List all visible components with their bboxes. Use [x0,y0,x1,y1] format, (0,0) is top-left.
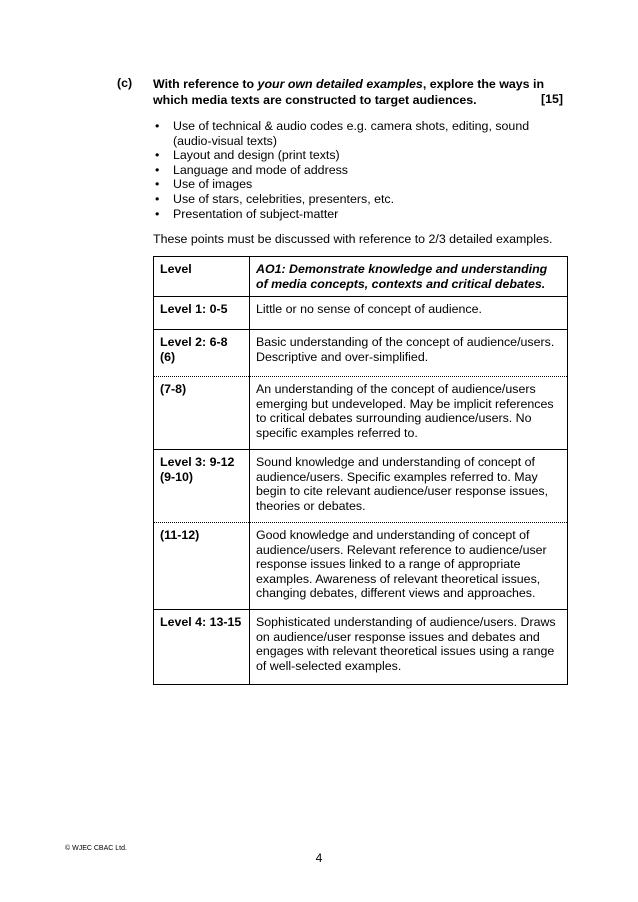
bullet-item: • Presentation of subject-matter [153,207,563,222]
marking-table [153,256,568,685]
bullet-item: • Language and mode of address [153,163,563,178]
bullet-list [153,119,563,221]
table-row [154,450,568,523]
table-row [154,377,568,450]
row-description: An understanding of the concept of audience/users emerging but undeveloped. May be implicit references to critical debates surrounding audience/users. No specific examples referred to. [250,377,568,450]
row-description: Sophisticated understanding of audience/users. Draws on audience/user response issues and debates and engages with relevant theoretical issues using a range of well-selected examples. [250,610,568,685]
question-marks: [15] [540,92,563,106]
table-row [154,297,568,330]
row-level [154,450,250,523]
question-text-suffix: , explore the ways in which media texts are constructed to target audiences. [153,77,545,107]
question-text-prefix: With reference to [153,77,258,91]
table-row [154,523,568,610]
row-description: Good knowledge and understanding of concept of audience/users. Relevant reference to audience/user response issues linked to a range of appropriate examples. Awareness of relevant theoretical issues, changing debates, different views and approaches. [250,523,568,610]
bullet-item: • Use of stars, celebrities, presenters, etc. [153,192,563,207]
row-level [154,330,250,377]
row-level: Level 1: 0-5 [154,297,250,330]
row-level: (11-12) [154,523,250,610]
table-row [154,330,568,377]
row-level: Level 4: 13-15 [154,610,250,685]
header-level: Level [154,257,250,297]
row-level-line: Level 2: 6-8 [160,335,228,349]
copyright-text: © WJEC CBAC Ltd. [65,845,127,852]
row-level: (7-8) [154,377,250,450]
row-description: Little or no sense of concept of audience. [250,297,568,330]
row-level-line: (6) [160,349,176,364]
question-label: (c) [117,76,133,90]
row-description: Sound knowledge and understanding of concept of audience/users. Specific examples referred to. May begin to cite relevant audience/user response issues, theories or debates. [250,450,568,523]
table-row [154,610,568,685]
row-description: Basic understanding of the concept of audience/users. Descriptive and over-simplified. [250,330,568,377]
question-text [153,76,563,108]
bullet-item: • Use of images [153,177,563,192]
bullet-item: • Use of technical & audio codes e.g. camera shots, editing, sound (audio-visual texts) [153,119,563,148]
page-number: 4 [315,851,323,865]
header-description: AO1: Demonstrate knowledge and understanding of media concepts, contexts and critical debates. [250,257,568,297]
question-text-emphasis: your own detailed examples [257,77,423,91]
bullet-item: • Layout and design (print texts) [153,148,563,163]
row-level-line: (9-10) [160,469,194,484]
note-text: These points must be discussed with reference to 2/3 detailed examples. [153,232,553,246]
table-header-row [154,257,568,297]
row-level-line: Level 3: 9-12 [160,455,235,469]
